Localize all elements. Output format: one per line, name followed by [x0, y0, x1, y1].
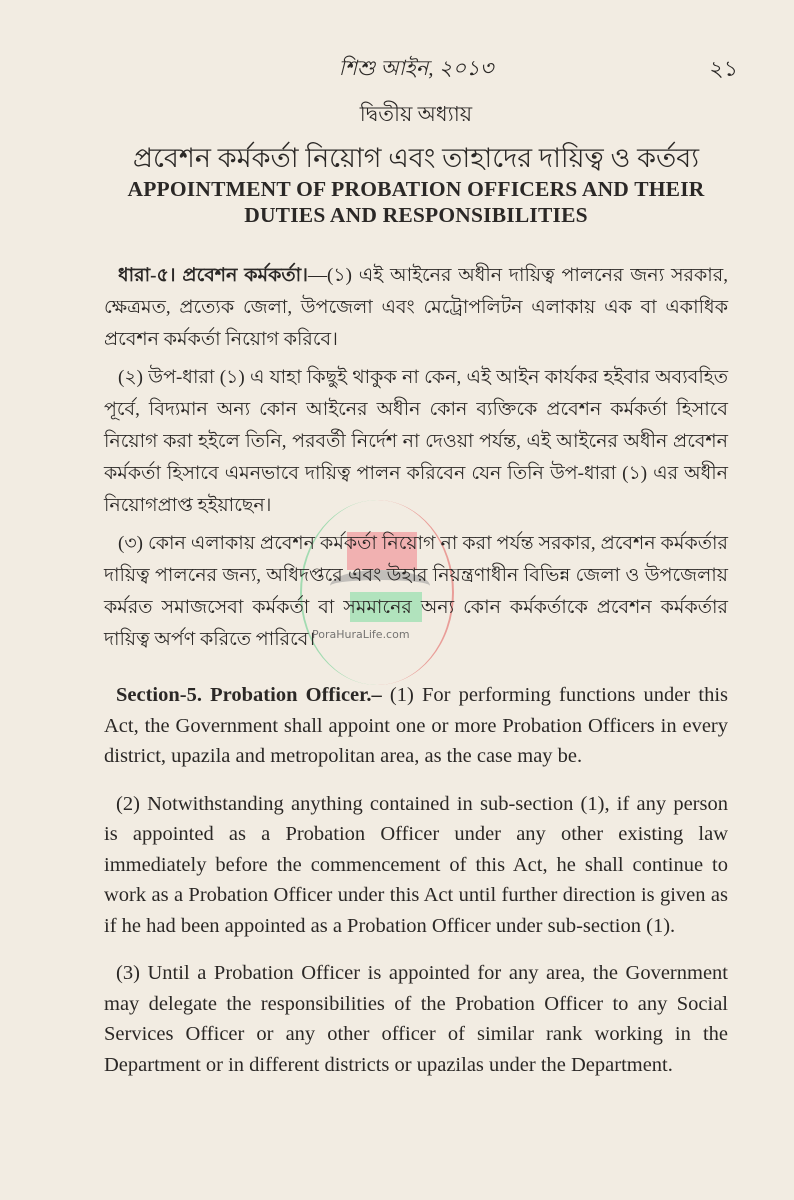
watermark-text: PoraHuraLife.com	[312, 628, 410, 641]
page-number: ২১	[709, 56, 738, 81]
running-title: শিশু আইন, ২০১৩	[338, 56, 494, 80]
chapter-label: দ্বিতীয় অধ্যায়	[359, 102, 473, 126]
english-paragraph-3: (3) Until a Probation Officer is appointed for any area, the Government may delegate the responsibilities of the Probation Officer to any Social Services Officer or any other officer of similar rank working in the Department or in different districts or upazilas under the Department.	[104, 962, 728, 1076]
english-paragraph-1	[104, 680, 728, 772]
english-section	[104, 680, 728, 1097]
bangla-paragraph-3: (৩) কোন এলাকায় প্রবেশন কর্মকর্তা নিয়োগ না করা পর্যন্ত সরকার, প্রবেশন কর্মকর্তার দায়িত্ব পালনের জন্য, অধিদপ্তরে এবং উহার নিয়ন্ত্রণাধীন বিভিন্ন জেলা ও উপজেলায় কর্মরত সমাজসেবা কর্মকর্তা বা সমমানের অন্য কোন কর্মকর্তাকে প্রবেশন কর্মকর্তার দায়িত্ব অর্পণ করিতে পারিবে।	[104, 533, 728, 650]
bangla-paragraph-1	[104, 260, 728, 356]
english-paragraph-2: (2) Notwithstanding anything contained in sub-section (1), if any person is appointed as a Probation Officer under any other existing law immediately before the commencement of this Act, he shall continue to work as a Probation Officer under this Act until further direction is given as if he had been appointed as a Probation Officer under sub-section (1).	[104, 792, 728, 937]
bangla-section-heading: ধারা-৫। প্রবেশন কর্মকর্তা।	[118, 265, 308, 286]
chapter-title-english-line2: DUTIES AND RESPONSIBILITIES	[244, 203, 588, 227]
english-paragraph-1-text: (1) For performing functions under this Act, the Government shall appoint one or more Probation Officers in every district, upazila and metropolitan area, as the case may be.	[104, 684, 728, 767]
english-section-heading: Section-5. Probation Officer.–	[116, 684, 382, 706]
bangla-section	[104, 260, 728, 662]
chapter-title-bangla: প্রবেশন কর্মকর্তা নিয়োগ এবং তাহাদের দায়িত্ব ও কর্তব্য	[132, 143, 700, 173]
running-header	[104, 52, 738, 82]
bangla-paragraph-1-text: —(১) এই আইনের অধীন দায়িত্ব পালনের জন্য সরকার, ক্ষেত্রমত, প্রত্যেক জেলা, উপজেলা এবং মেট্রোপলিটন এলাকায় এক বা একাধিক প্রবেশন কর্মকর্তা নিয়োগ করিবে।	[104, 265, 728, 350]
chapter-title-english	[84, 176, 748, 228]
bangla-paragraph-2: (২) উপ-ধারা (১) এ যাহা কিছুই থাকুক না কেন, এই আইন কার্যকর হইবার অব্যবহিত পূর্বে, বিদ্যমান অন্য কোন আইনের অধীন কোন ব্যক্তিকে প্রবেশন কর্মকর্তা হিসাবে নিয়োগ করা হইলে তিনি, পরবর্তী নির্দেশ না দেওয়া পর্যন্ত, এই আইনের অধীন প্রবেশন কর্মকর্তা হিসাবে এমনভাবে দায়িত্ব পালন করিবেন যেন তিনি উপ-ধারা (১) এর অধীন নিয়োগপ্রাপ্ত হইয়াছেন।	[104, 367, 728, 516]
chapter-title-english-line1: APPOINTMENT OF PROBATION OFFICERS AND THEIR	[127, 177, 705, 201]
